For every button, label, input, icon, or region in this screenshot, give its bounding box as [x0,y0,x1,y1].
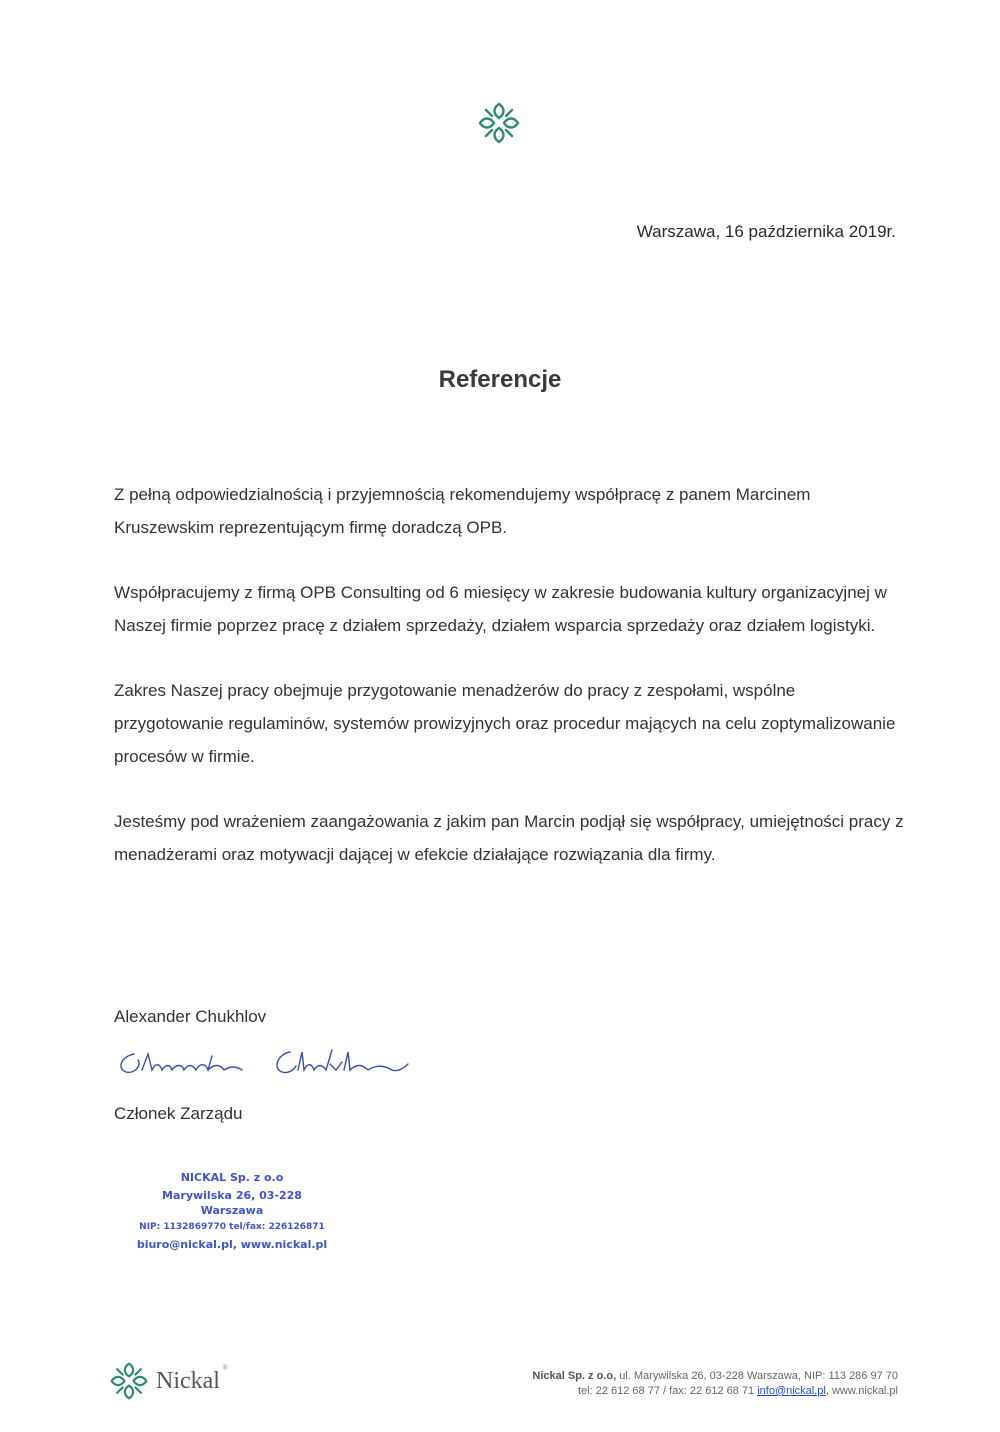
footer-brand-name: Nickal ® [156,1363,228,1394]
footer-line-1 [532,1369,898,1384]
nickal-logo-icon [476,100,522,146]
footer-address: ul. Marywilska 26, 03-228 Warszawa, NIP: 113 286 97 70 [616,1370,898,1382]
stamp-company: NICKAL Sp. z o.o [180,1171,284,1184]
paragraph: Z pełną odpowiedzialnością i przyjemnością rekomendujemy współpracę z panem Marcinem Kruszewskim reprezentującym firmę doradczą OPB. [114,485,811,537]
company-stamp [132,1170,332,1252]
stamp-ids: NIP: 1132869770 tel/fax: 226126871 [139,1222,325,1232]
letter-title: Referencje [438,366,562,393]
footer-line-2 [532,1384,898,1399]
paragraph: Współpracujemy z firmą OPB Consulting od 6 miesięcy w zakresie budowania kultury organizacyjnej w Naszej firmie poprzez pracę z działem sprzedaży, działem wsparcia sprzedaży oraz działem logistyki. [114,583,887,635]
letter-body [114,478,904,903]
footer-website: , www.nickal.pl [825,1385,898,1397]
footer-phones: tel: 22 612 68 77 / fax: 22 612 68 71 [578,1385,758,1397]
nickal-logo-icon [108,1360,150,1402]
stamp-contact: biuro@nickal.pl, www.nickal.pl [136,1238,328,1251]
paragraph: Zakres Naszej pracy obejmuje przygotowanie menadżerów do pracy z zespołami, wspólne przygotowanie regulaminów, systemów prowizyjnych oraz procedur mających na celu zoptymalizowanie procesów w firmie. [114,681,896,766]
footer-contact [532,1369,898,1399]
stamp-address: Marywilska 26, 03-228 Warszawa [162,1189,302,1217]
paragraph: Jesteśmy pod wrażeniem zaangażowania z jakim pan Marcin podjął się współpracy, umiejętności pracy z menadżerami oraz motywacji dającej w efekcie działające rozwiązania dla firmy. [114,812,904,864]
footer-company: Nickal Sp. z o.o, [532,1370,617,1382]
footer-brand [108,1360,228,1402]
letter-date: Warszawa, 16 października 2019r. [636,222,896,241]
footer-email-link[interactable]: info@nickal.pl [757,1385,826,1397]
registered-mark: ® [222,1363,228,1372]
signer-name: Alexander Chukhlov [114,1007,267,1026]
signer-role: Członek Zarządu [114,1104,243,1123]
handwritten-signature [112,1042,412,1082]
